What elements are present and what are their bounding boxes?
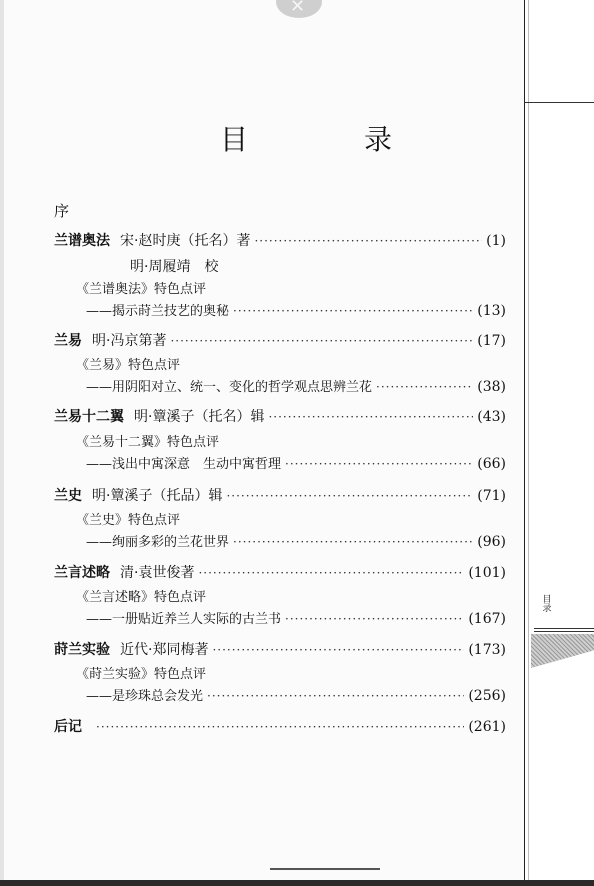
toc-note [76, 586, 506, 606]
toc-page-number: (96) [477, 534, 506, 550]
toc-entry[interactable] [54, 562, 506, 582]
toc-subentry[interactable] [86, 453, 506, 473]
close-icon: ✕ [290, 0, 306, 17]
toc-subentry-text: ——绚丽多彩的兰花世界 [86, 535, 230, 550]
leader-dots [285, 612, 464, 626]
toc-entry-author: 明·簟溪子（托品）辑 [92, 488, 223, 504]
toc-entry[interactable] [54, 406, 506, 426]
toc-page-number: (261) [468, 719, 506, 735]
toc-subentry[interactable] [86, 300, 506, 320]
toc-entry[interactable] [54, 485, 506, 505]
toc-subentry[interactable] [86, 685, 506, 705]
toc-entry-head: 兰史 [54, 488, 82, 504]
side-tab-label: 目录 [542, 595, 552, 614]
toc-entry-head: 兰易 [54, 333, 82, 349]
toc-subentry-text: ——揭示莳兰技艺的奥秘 [86, 304, 230, 319]
toc-entry-author: 近代·郑同梅著 [120, 642, 209, 658]
toc-entry-author: 明·簟溪子（托名）辑 [134, 409, 265, 425]
toc-page-number: (167) [468, 611, 506, 627]
toc-note-text: 《兰史》特色点评 [76, 513, 181, 528]
toc-subentry-text: ——用阴阳对立、统一、变化的哲学观点思辨兰花 [86, 380, 373, 395]
toc-page-number: (66) [477, 456, 506, 472]
scan-smudge [270, 868, 380, 870]
toc-note [76, 354, 506, 374]
toc-note-text: 《兰易》特色点评 [76, 358, 181, 373]
toc-page-number: (38) [477, 379, 506, 395]
toc-entry[interactable] [54, 230, 506, 250]
toc-subentry-text: ——是珍珠总会发光 [86, 689, 204, 704]
toc-afterword-head: 后记 [54, 719, 82, 735]
toc-page-number: (256) [468, 688, 506, 704]
toc-subentry[interactable] [86, 376, 506, 396]
toc-subentry-text: ——浅出中寓深意 生动中寓哲理 [86, 457, 282, 472]
toc-subentry[interactable] [86, 608, 506, 628]
toc-entry-head: 兰谱奥法 [54, 233, 110, 249]
toc-entry-author: 清·袁世俊著 [120, 565, 195, 581]
toc-entry-author: 宋·赵时庚（托名）著 [120, 233, 251, 249]
toc-entry-head: 兰言述略 [54, 565, 110, 581]
toc-page-number: (43) [477, 409, 506, 425]
leader-dots [233, 535, 473, 549]
toc-entry-head: 莳兰实验 [54, 642, 110, 658]
side-rule-2 [534, 631, 594, 632]
toc-entry[interactable] [54, 330, 506, 350]
scan-bottom-edge [0, 880, 594, 886]
side-hatch-pattern [531, 634, 594, 668]
margin-divider [528, 0, 529, 880]
toc-note-text: 《兰言述略》特色点评 [76, 590, 207, 605]
toc-entry[interactable] [54, 639, 506, 659]
toc-afterword[interactable] [54, 716, 506, 736]
leader-dots [212, 643, 464, 657]
side-rule-1 [534, 628, 594, 629]
toc-page-number: (101) [468, 565, 506, 581]
toc-note-text: 《兰谱奥法》特色点评 [76, 282, 207, 297]
toc-note [76, 663, 506, 683]
leader-dots [376, 380, 473, 394]
leader-dots [170, 334, 473, 348]
toc-note [76, 509, 506, 529]
leader-dots [285, 457, 473, 471]
toc-preface: 序 [54, 202, 70, 220]
toc-subentry-text: ——一册贴近养兰人实际的古兰书 [86, 612, 282, 627]
leader-dots [207, 689, 464, 703]
toc-page-number: (173) [468, 642, 506, 658]
margin-rule [524, 102, 594, 103]
toc-subentry[interactable] [86, 531, 506, 551]
toc-note-text: 《兰易十二翼》特色点评 [76, 435, 220, 450]
toc-entry-head: 兰易十二翼 [54, 409, 124, 425]
scan-shadow-left [0, 0, 4, 880]
leader-dots [254, 234, 482, 248]
toc-page-number: (71) [477, 488, 506, 504]
toc-page-number: (1) [486, 233, 506, 249]
page-title: 目 录 [220, 123, 437, 156]
leader-dots [198, 566, 464, 580]
leader-dots [233, 304, 473, 318]
toc-entry-editor: 明·周履靖 校 [130, 259, 219, 275]
leader-dots [96, 720, 464, 734]
toc-note-text: 《莳兰实验》特色点评 [76, 667, 207, 682]
toc-entry-author: 明·冯京第著 [92, 333, 167, 349]
toc-note [76, 431, 506, 451]
leader-dots [268, 410, 473, 424]
leader-dots [226, 489, 473, 503]
toc-page-number: (13) [477, 303, 506, 319]
toc-note [76, 278, 506, 298]
toc-page-number: (17) [477, 333, 506, 349]
